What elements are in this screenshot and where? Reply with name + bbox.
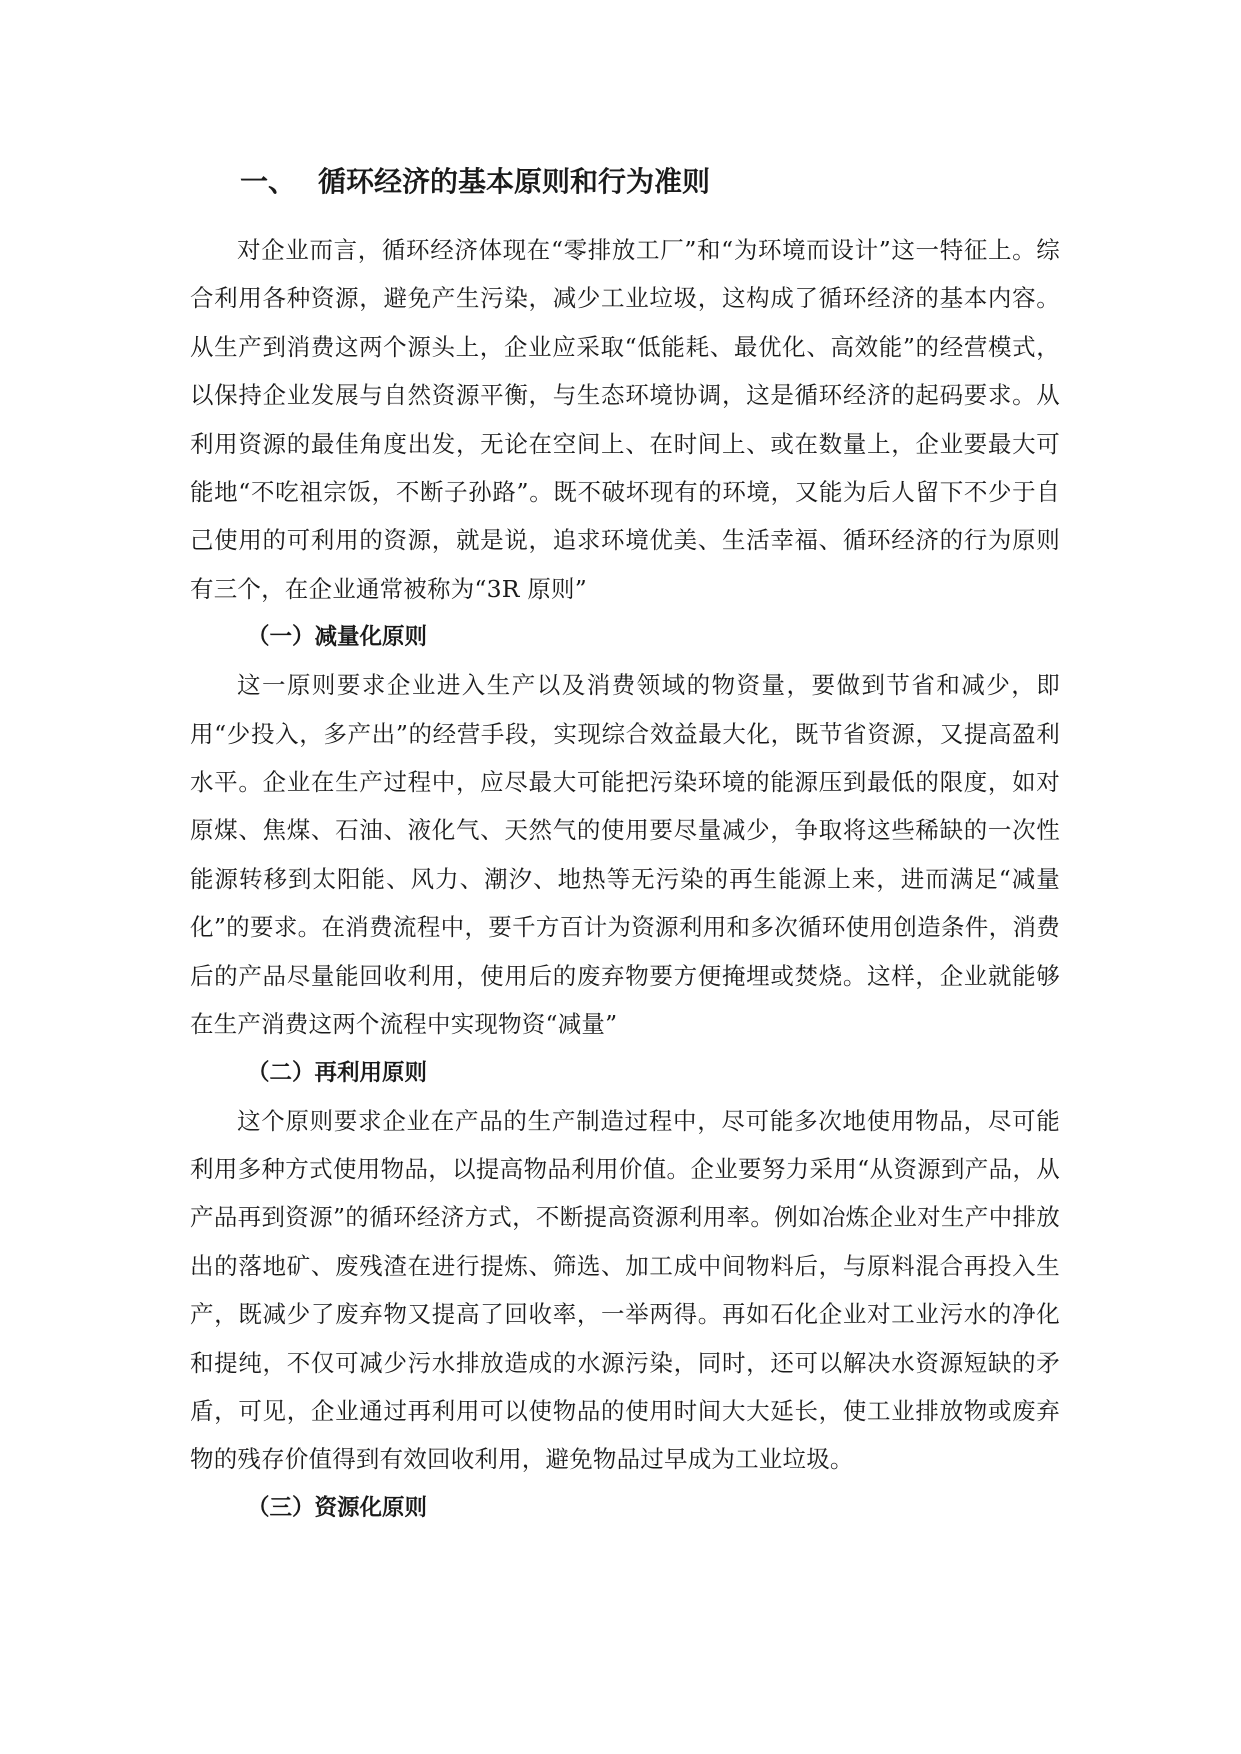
reuse-paragraph: 这个原则要求企业在产品的生产制造过程中，尽可能多次地使用物品，尽可能利用多种方式使用物品，以提高物品利用价值。企业要努力采用“从资源到产品，从产品再到资源”的循环经济方式，不断提高资源利用率。例如冶炼企业对生产中排放出的落地矿、废残渣在进行提炼、筛选、加工成中间物料后，与原料混合再投入生产，既减少了废弃物又提高了回收率，一举两得。再如石化企业对工业污水的净化和提纯，不仅可减少污水排放造成的水源污染，同时，还可以解决水资源短缺的矛盾，可见，企业通过再利用可以使物品的使用时间大大延长，使工业排放物或废弃物的残存价值得到有效回收利用，避免物品过早成为工业垃圾。 bbox=[190, 1106, 1060, 1474]
section-number: 一、 bbox=[240, 165, 297, 198]
subsection-heading-reduce: （一）减量化原则 bbox=[247, 624, 428, 651]
reduce-paragraph: 这一原则要求企业进入生产以及消费领域的物资量，要做到节省和减少，即用“少投入，多产出”的经营手段，实现综合效益最大化，既节省资源，又提高盈利水平。企业在生产过程中，应尽最大可能把污染环境的能源压到最低的限度，如对原煤、焦煤、石油、液化气、天然气的使用要尽量减少，争取将这些稀缺的一次性能源转移到太阳能、风力、潮汐、地热等无污染的再生能源上来，进而满足“减量化”的要求。在消费流程中，要千方百计为资源利用和多次循环使用创造条件，消费后的产品尽量能回收利用，使用后的废弃物要方便掩埋或焚烧。这样，企业就能够在生产消费这两个流程中实现物资“减量” bbox=[190, 671, 1060, 1039]
document-page bbox=[190, 150, 1060, 1532]
section-heading bbox=[190, 150, 1060, 214]
section-title: 循环经济的基本原则和行为准则 bbox=[318, 165, 711, 198]
subsection-heading-recycle: （三）资源化原则 bbox=[247, 1494, 428, 1521]
intro-paragraph: 对企业而言，循环经济体现在“零排放工厂”和“为环境而设计”这一特征上。综合利用各种资源，避免产生污染，减少工业垃圾，这构成了循环经济的基本内容。从生产到消费这两个源头上，企业应采取“低能耗、最优化、高效能”的经营模式，以保持企业发展与自然资源平衡，与生态环境协调，这是循环经济的起码要求。从利用资源的最佳角度出发，无论在空间上、在时间上、或在数量上，企业要最大可能地“不吃祖宗饭，不断子孙路”。既不破坏现有的环境，又能为后人留下不少于自己使用的可利用的资源，就是说，追求环境优美、生活幸福、循环经济的行为原则有三个，在企业通常被称为“3R 原则” bbox=[190, 236, 1060, 603]
subsection-heading-reuse: （二）再利用原则 bbox=[247, 1059, 428, 1086]
